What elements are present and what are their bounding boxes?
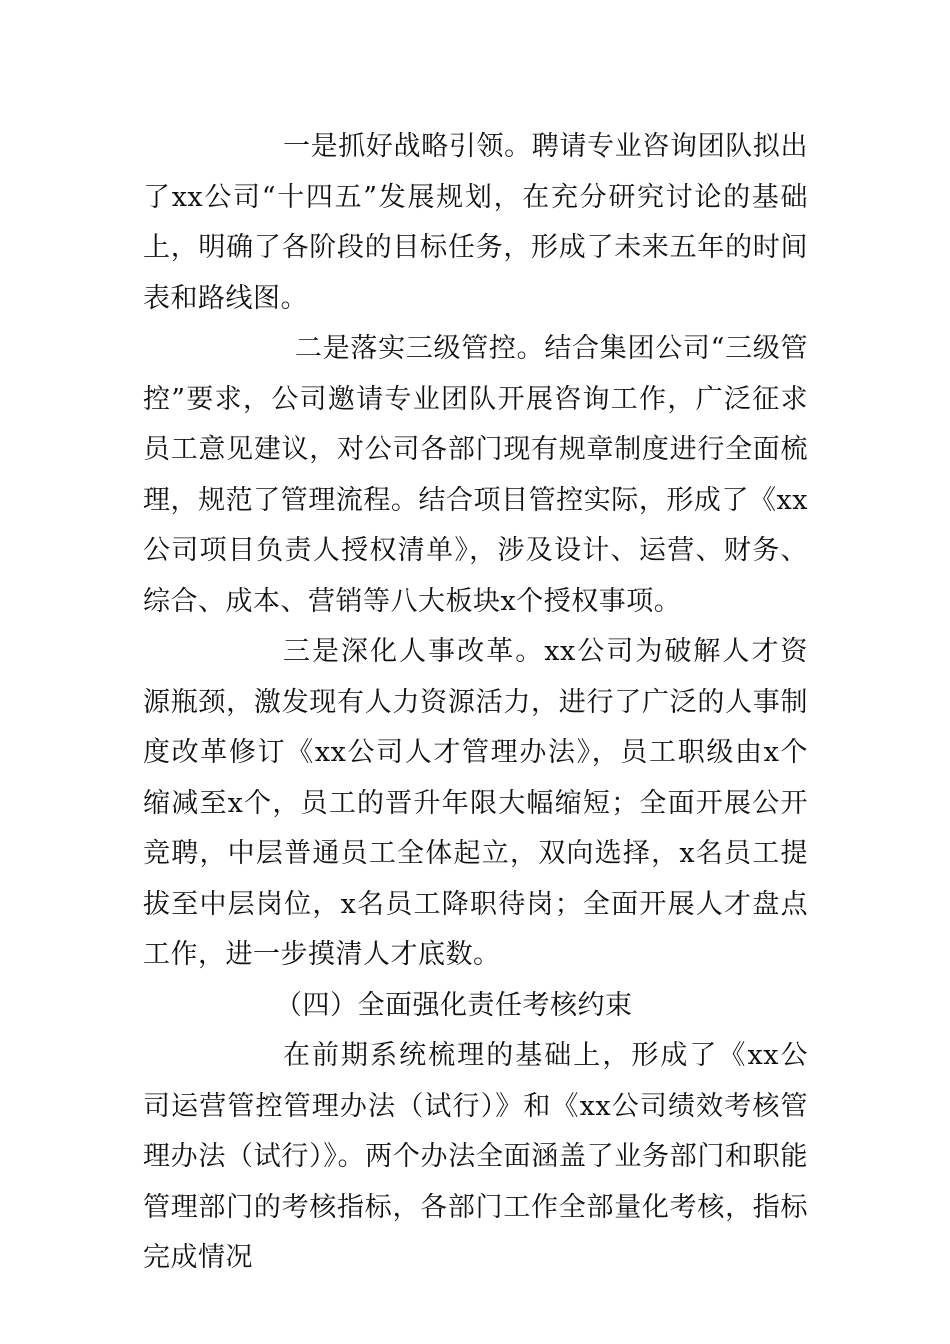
paragraph-personnel-reform: 三是深化人事改革。xx公司为破解人才资源瓶颈，激发现有人力资源活力，进行了广泛的人事制度改革修订《xx公司人才管理办法》，员工职级由x个缩减至x个，员工的晋升年限大幅缩短；全面开展公开竞聘，中层普通员工全体起立，双向选择，x名员工提拔至中层岗位，x名员工降职待岗；全面开展人才盘点工作，进一步摸清人才底数。 [143, 636, 808, 970]
paragraph-assessment: 在前期系统梳理的基础上，形成了《xx公司运营管控管理办法（试行）》和《xx公司绩效考核管理办法（试行）》。两个办法全面涵盖了业务部门和职能管理部门的考核指标，各部门工作全部量化考核，指标完成情况 [143, 1040, 808, 1273]
paragraph-three-level-control: 二是落实三级管控。结合集团公司“三级管控”要求，公司邀请专业团队开展咨询工作，广泛征求员工意见建议，对公司各部门现有规章制度进行全面梳理，规范了管理流程。结合项目管控实际，形成了《xx公司项目负责人授权清单》，涉及设计、运营、财务、综合、成本、营销等八大板块x个授权事项。 [143, 333, 808, 617]
paragraph-strategy: 一是抓好战略引领。聘请专业咨询团队拟出了xx公司“十四五”发展规划，在充分研究讨论的基础上，明确了各阶段的目标任务，形成了未来五年的时间表和路线图。 [143, 131, 808, 314]
document-body [143, 122, 808, 1284]
section-heading: （四）全面强化责任考核约束 [275, 989, 633, 1021]
